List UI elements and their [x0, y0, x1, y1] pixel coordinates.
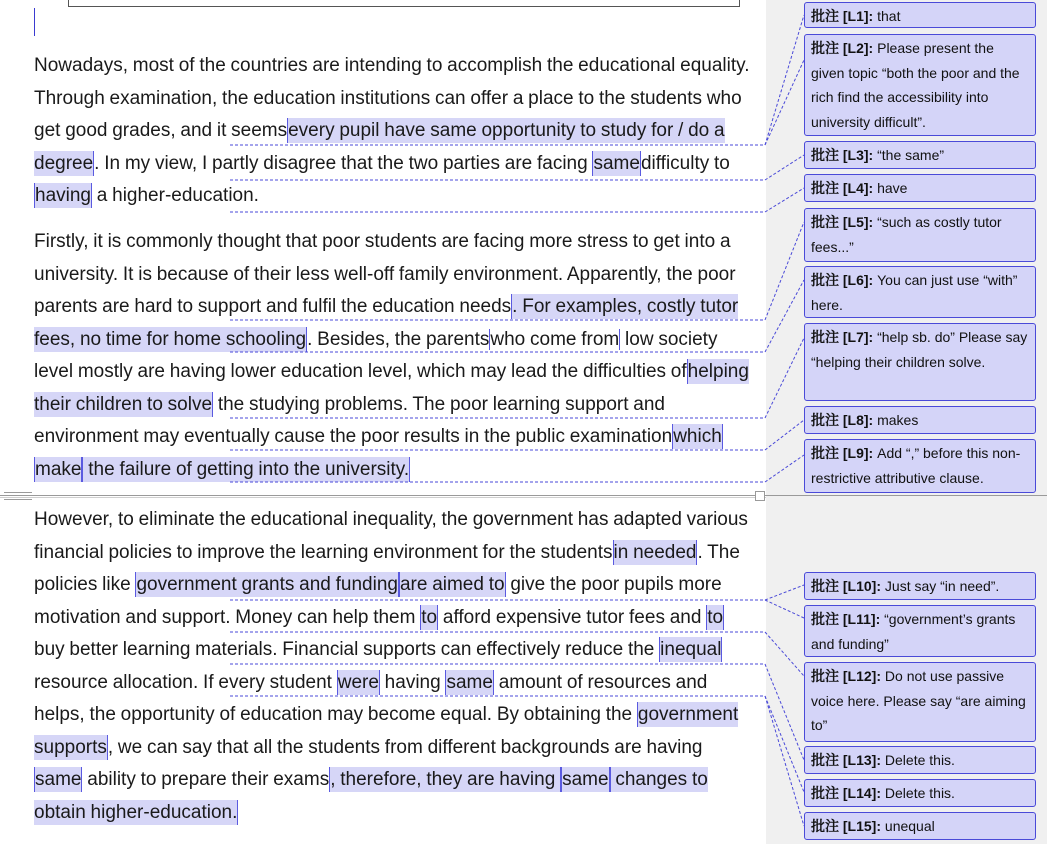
- comment-L9[interactable]: [804, 439, 1036, 493]
- comment-L13[interactable]: [804, 746, 1036, 774]
- p2-text: low society level mostly are having lower education level, which may lead the difficulties of: [34, 328, 718, 382]
- comment-L1[interactable]: [804, 2, 1036, 28]
- comment-label: [L11]:: [842, 611, 881, 627]
- comment-anchor-same-3[interactable]: same: [562, 769, 609, 790]
- comment-L2[interactable]: [804, 34, 1036, 136]
- comment-anchor-changes[interactable]: changes to obtain higher-education.: [34, 769, 708, 823]
- comment-anchor-L7[interactable]: helping their children to solve: [34, 361, 749, 415]
- comment-tag: 批注: [811, 329, 839, 345]
- p1-text: . In my view, I partly disagree that the two parties are facing: [94, 152, 593, 174]
- p1-text: difficulty to: [640, 152, 730, 174]
- comment-anchor-L2[interactable]: every pupil have same opportunity to study for / do a degree: [34, 120, 725, 174]
- comment-L7[interactable]: [804, 323, 1036, 401]
- comment-L14[interactable]: [804, 779, 1036, 807]
- comment-text: Delete this.: [881, 752, 955, 768]
- text-cursor: [34, 8, 35, 36]
- comment-anchor-same-2[interactable]: same: [35, 769, 82, 790]
- comment-text: Just say “in need”.: [881, 578, 1000, 594]
- comment-label: [L14]:: [842, 785, 882, 801]
- comment-L11[interactable]: [804, 605, 1036, 657]
- comment-text: “government’s grants and funding”: [811, 611, 1016, 652]
- comment-label: [L8]:: [842, 412, 874, 428]
- comment-label: [L10]:: [842, 578, 882, 594]
- comment-anchor-L14[interactable]: to: [707, 606, 724, 628]
- comment-label: [L9]:: [842, 445, 874, 461]
- comment-text: “the same”: [873, 147, 945, 163]
- table-box-edge: [68, 0, 740, 7]
- comment-tag: 批注: [811, 752, 839, 768]
- comment-anchor-L6[interactable]: who come from: [490, 328, 620, 350]
- comment-anchor-L5[interactable]: . For examples, costly tutor fees, no time for home schooling: [34, 296, 739, 350]
- comment-tag: 批注: [811, 214, 839, 230]
- comment-text: that: [873, 8, 901, 24]
- comment-text: “help sb. do” Please say “helping their children solve.: [811, 329, 1028, 370]
- p2-text: Firstly, it is commonly thought that poor students are facing more stress to get into a university. It is because of their less well-off family environment. Apparently, the poor parents are hard to support and fulfil the education needs: [34, 231, 736, 317]
- comment-anchor-same-1[interactable]: same: [446, 671, 493, 693]
- comment-tag: 批注: [811, 668, 839, 684]
- comment-text: Delete this.: [881, 785, 955, 801]
- comment-label: [L13]:: [842, 752, 882, 768]
- comment-tag: 批注: [811, 147, 839, 163]
- p3-text: amount of resources and helps, the opportunity of education may become equal. By obtaining the: [34, 671, 708, 725]
- paragraph-2[interactable]: [34, 226, 754, 486]
- comment-text: You can just use “with” here.: [811, 272, 1018, 313]
- page-break-line-lower: [0, 497, 766, 498]
- comment-L6[interactable]: [804, 266, 1036, 318]
- comment-label: [L5]:: [842, 214, 874, 230]
- comment-tag: 批注: [811, 785, 839, 801]
- comment-tag: 批注: [811, 578, 839, 594]
- comment-label: [L15]:: [842, 818, 882, 834]
- page-break-line: [0, 495, 1047, 496]
- comment-anchor-L12[interactable]: are aimed to: [399, 574, 505, 595]
- page-break-handle-right[interactable]: [755, 491, 765, 501]
- comment-anchor-L8[interactable]: which: [673, 426, 722, 447]
- comment-text: Add “,” before this non-restrictive attributive clause.: [811, 445, 1021, 486]
- p3-text: resource allocation. If every student: [34, 671, 337, 693]
- p3-text: , we can say that all the students from different backgrounds are having: [107, 736, 703, 758]
- comment-tag: 批注: [811, 611, 839, 627]
- p2-text: . Besides, the parents: [307, 328, 490, 350]
- comment-tag: 批注: [811, 40, 839, 56]
- comment-label: [L7]:: [842, 329, 874, 345]
- p3-text: However, to eliminate the educational inequality, the government has adapted various financial policies to improve the learning environment for the students: [34, 509, 748, 563]
- page-break-handle-left[interactable]: [4, 492, 32, 500]
- p3-text: ability to prepare their exams: [82, 769, 330, 790]
- comment-L10[interactable]: [804, 572, 1036, 600]
- comment-anchor-L13[interactable]: to: [421, 606, 438, 628]
- paragraph-1[interactable]: [34, 50, 754, 213]
- comment-anchor-L9[interactable]: the failure of getting into the university.: [83, 458, 410, 480]
- comment-anchor-L4[interactable]: having: [35, 185, 91, 206]
- comment-anchor-L10[interactable]: in needed: [613, 541, 697, 563]
- comment-anchor-supports[interactable]: government supports: [34, 704, 739, 758]
- comment-anchor-L11[interactable]: government grants and funding: [136, 574, 398, 595]
- paragraph-3[interactable]: [34, 504, 754, 829]
- comment-L8[interactable]: [804, 406, 1036, 434]
- comment-text: Please present the given topic “both the poor and the rich find the accessibility into university difficult”.: [811, 40, 1020, 130]
- comment-label: [L1]:: [842, 8, 874, 24]
- comment-L15[interactable]: [804, 812, 1036, 840]
- comment-label: [L4]:: [842, 180, 874, 196]
- comment-L12[interactable]: [804, 662, 1036, 742]
- comment-label: [L3]:: [842, 147, 874, 163]
- comment-L4[interactable]: [804, 174, 1036, 202]
- comment-text: Do not use passive voice here. Please say “are aiming to”: [811, 668, 1026, 733]
- comment-anchor-L8b[interactable]: make: [35, 458, 82, 480]
- p3-text: give the poor pupils more motivation and support. Money can help them: [34, 574, 722, 628]
- comment-tag: 批注: [811, 818, 839, 834]
- comment-tag: 批注: [811, 445, 839, 461]
- comment-label: [L6]:: [842, 272, 874, 288]
- comment-text: unequal: [881, 818, 935, 834]
- comment-tag: 批注: [811, 412, 839, 428]
- p1-text: a higher-education.: [92, 185, 259, 206]
- comment-anchor-L3[interactable]: same: [593, 152, 640, 174]
- comment-text: “such as costly tutor fees...”: [811, 214, 1002, 255]
- p3-text: . The policies like: [34, 541, 740, 595]
- p3-text: afford expensive tutor fees and: [438, 606, 707, 628]
- comment-tag: 批注: [811, 180, 839, 196]
- comment-anchor-were[interactable]: were: [337, 671, 379, 693]
- p2-text: the studying problems. The poor learning support and environment may eventually cause the poor results in the public examination: [34, 393, 673, 447]
- comment-label: [L2]:: [842, 40, 874, 56]
- comment-tag: 批注: [811, 8, 839, 24]
- comment-anchor-therefore[interactable]: , therefore, they are having: [330, 769, 561, 790]
- comment-L5[interactable]: [804, 208, 1036, 262]
- p3-text: having: [379, 671, 446, 693]
- p3-text: buy better learning materials. Financial supports can effectively reduce the: [34, 639, 660, 660]
- comment-tag: 批注: [811, 272, 839, 288]
- comment-text: makes: [873, 412, 919, 428]
- p1-text: Nowadays, most of the countries are intending to accomplish the educational equality. Through examination, the education institutions can offer a place to the students who get good grades, and it seems: [34, 55, 750, 141]
- comment-text: have: [873, 180, 908, 196]
- comment-label: [L12]:: [842, 668, 882, 684]
- comment-L3[interactable]: [804, 141, 1036, 169]
- comment-anchor-L15[interactable]: inequal: [660, 639, 722, 660]
